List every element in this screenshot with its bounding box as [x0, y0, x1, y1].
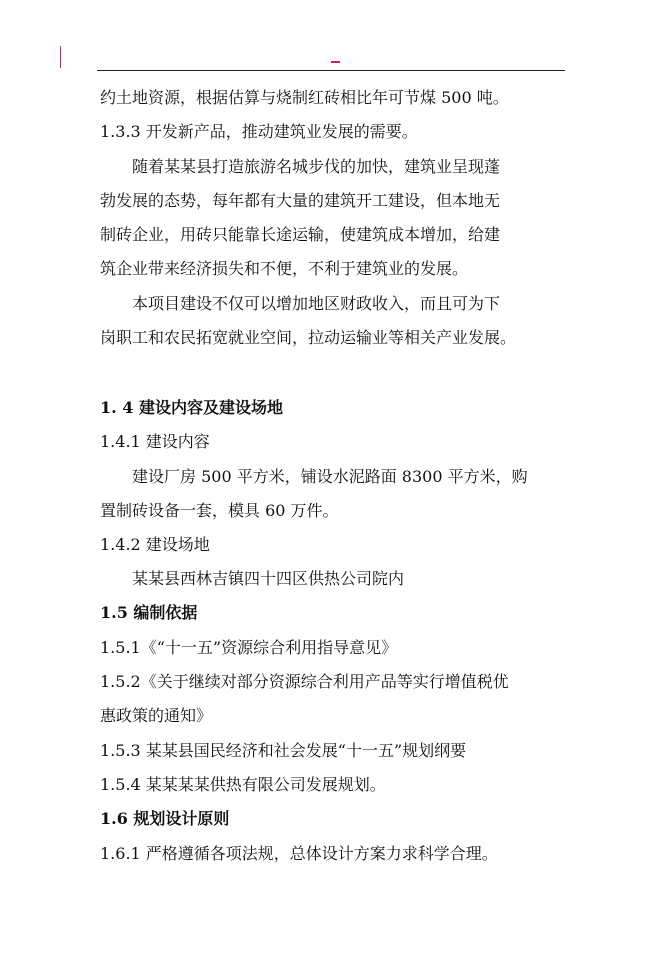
paragraph-line: 勃发展的态势，每年都有大量的建筑开工建设，但本地无: [100, 191, 501, 210]
paragraph-line: 置制砖设备一套，模具 60 万件。: [100, 501, 339, 520]
paragraph-line: 某某县西林吉镇四十四区供热公司院内: [132, 569, 405, 588]
paragraph-line: 筑企业带来经济损失和不便，不利于建筑业的发展。: [100, 259, 469, 278]
section-heading: 1. 4 建设内容及建设场地: [100, 398, 283, 417]
paragraph-line: 约土地资源，根据估算与烧制红砖相比年可节煤 500 吨。: [100, 88, 509, 107]
subsection-heading: 1.3.3 开发新产品，推动建筑业发展的需要。: [100, 122, 418, 141]
paragraph-line: 本项目建设不仅可以增加地区财政收入，而且可为下: [132, 294, 501, 313]
list-item: 1.5.3 某某县国民经济和社会发展“十一五”规划纲要: [100, 741, 467, 760]
paragraph-line: 建设厂房 500 平方米，铺设水泥路面 8300 平方米，购: [132, 467, 528, 486]
list-item: 1.5.2《关于继续对部分资源综合利用产品等实行增值税优: [100, 672, 509, 691]
section-heading: 1.6 规划设计原则: [100, 809, 230, 828]
section-heading: 1.5 编制依据: [100, 603, 198, 622]
header-dash: [331, 61, 340, 63]
subsection-heading: 1.4.1 建设内容: [100, 432, 210, 451]
list-item-continuation: 惠政策的通知》: [100, 706, 213, 725]
paragraph-line: 随着某某县打造旅游名城步伐的加快，建筑业呈现蓬: [132, 157, 501, 176]
header-rule: [97, 70, 565, 71]
subsection-heading: 1.4.2 建设场地: [100, 535, 210, 554]
margin-mark: [60, 46, 61, 68]
paragraph-line: 制砖企业，用砖只能靠长途运输，使建筑成本增加，给建: [100, 225, 501, 244]
list-item: 1.5.4 某某某某供热有限公司发展规划。: [100, 775, 386, 794]
list-item: 1.6.1 严格遵循各项法规，总体设计方案力求科学合理。: [100, 844, 498, 863]
paragraph-line: 岗职工和农民拓宽就业空间，拉动运输业等相关产业发展。: [100, 328, 517, 347]
list-item: 1.5.1《“十一五”资源综合利用指导意见》: [100, 638, 398, 657]
